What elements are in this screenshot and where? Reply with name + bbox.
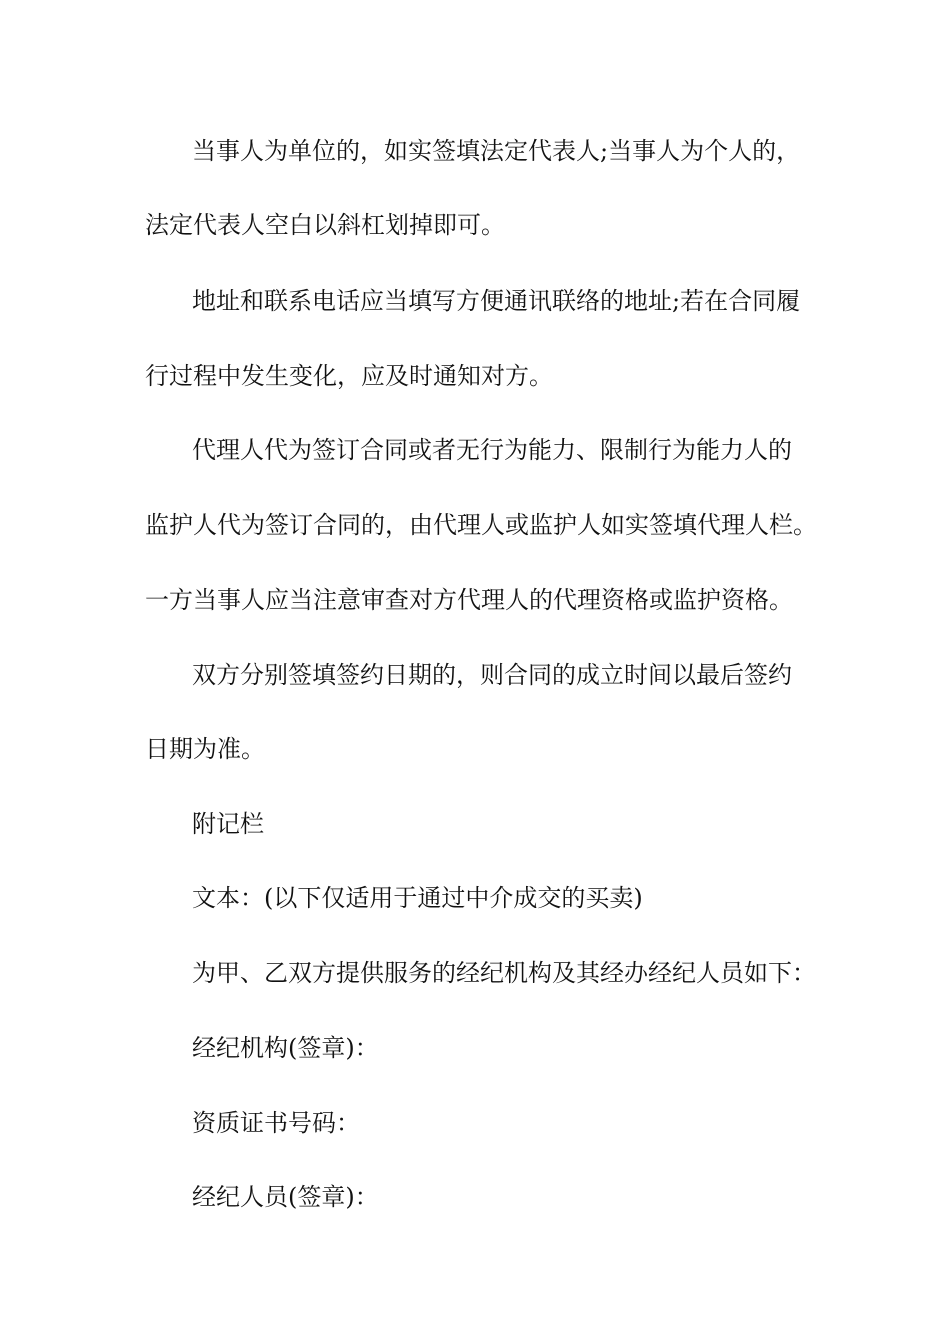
appendix-heading: 附记栏 bbox=[192, 810, 264, 838]
appendix-text-label: 文本：(以下仅适用于通过中介成交的买卖) bbox=[192, 884, 643, 912]
paragraph-address-line-1: 地址和联系电话应当填写方便通讯联络的地址;若在合同履 bbox=[192, 287, 801, 315]
agency-signature-field: 经纪机构(签章)： bbox=[192, 1034, 379, 1062]
paragraph-address-line-2: 行过程中发生变化，应及时通知对方。 bbox=[145, 362, 553, 390]
certificate-number-field: 资质证书号码： bbox=[192, 1109, 360, 1137]
appendix-intro: 为甲、乙双方提供服务的经纪机构及其经办经纪人员如下： bbox=[192, 959, 816, 987]
paragraph-signing-date-line-1: 双方分别签填签约日期的，则合同的成立时间以最后签约 bbox=[192, 661, 792, 689]
paragraph-legal-rep-line-2: 法定代表人空白以斜杠划掉即可。 bbox=[145, 211, 505, 239]
paragraph-agent-line-2: 监护人代为签订合同的，由代理人或监护人如实签填代理人栏。 bbox=[145, 511, 817, 539]
paragraph-agent-line-3: 一方当事人应当注意审查对方代理人的代理资格或监护资格。 bbox=[145, 586, 793, 614]
paragraph-signing-date-line-2: 日期为准。 bbox=[145, 735, 265, 763]
paragraph-legal-rep-line-1: 当事人为单位的，如实签填法定代表人;当事人为个人的， bbox=[192, 137, 801, 165]
agent-signature-field: 经纪人员(签章)： bbox=[192, 1183, 379, 1211]
paragraph-agent-line-1: 代理人代为签订合同或者无行为能力、限制行为能力人的 bbox=[192, 436, 792, 464]
